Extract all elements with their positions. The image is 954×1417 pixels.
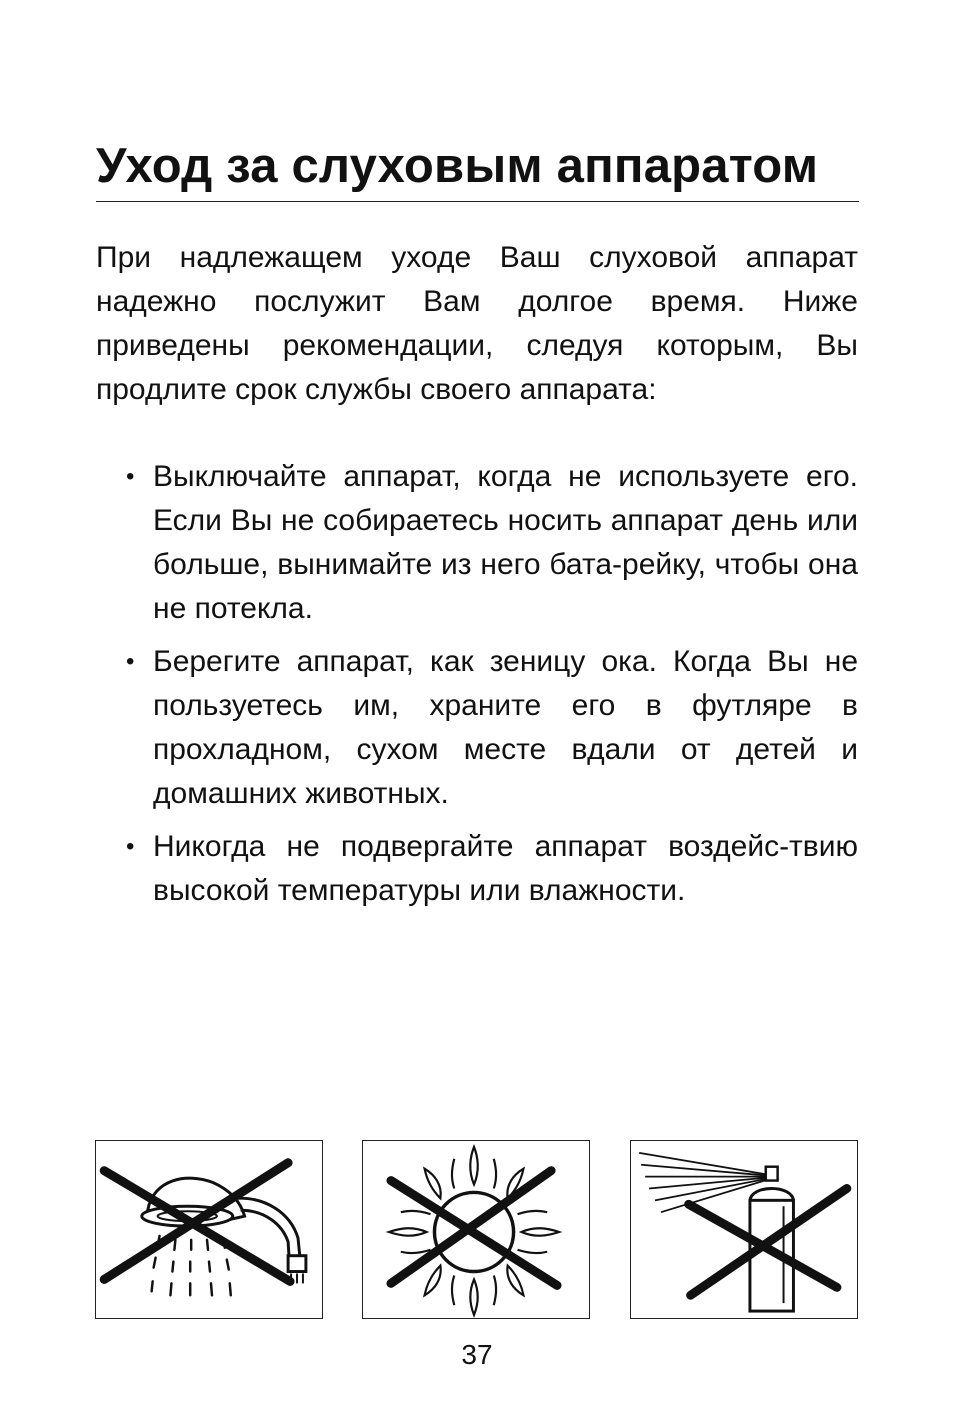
- list-item-text: Берегите аппарат, как зеницу ока. Когда Вы не пользуетесь им, храните его в футляре в прохладном, сухом месте вдали от детей и домашних животных.: [153, 645, 858, 810]
- no-spray-icon: [630, 1140, 858, 1319]
- list-item-text: Выключайте аппарат, когда не используете его. Если Вы не собираетесь носить аппарат день или больше, вынимайте из него бата-рейку, чтобы она не потекла.: [153, 460, 858, 625]
- list-item: [126, 640, 858, 816]
- bullet-icon: •: [126, 648, 135, 675]
- list-item: [126, 825, 858, 913]
- no-sun-icon: [362, 1140, 590, 1319]
- page-title: Уход за слуховым аппаратом: [96, 139, 819, 193]
- page-number: 37: [461, 1339, 493, 1370]
- no-shower-icon: [95, 1140, 323, 1319]
- intro-paragraph: При надлежащем уходе Ваш слуховой аппарат надежно послужит Вам долгое время. Ниже приведены рекомендации, следуя которым, Вы продлите срок службы своего аппарата:: [96, 241, 858, 406]
- bullet-icon: •: [126, 833, 135, 860]
- title-divider: [96, 201, 859, 202]
- care-recommendations-list: [126, 455, 858, 922]
- list-item-text: Никогда не подвергайте аппарат воздейс-твию высокой температуры или влажности.: [153, 830, 858, 907]
- bullet-icon: •: [126, 463, 135, 490]
- list-item: [126, 455, 858, 631]
